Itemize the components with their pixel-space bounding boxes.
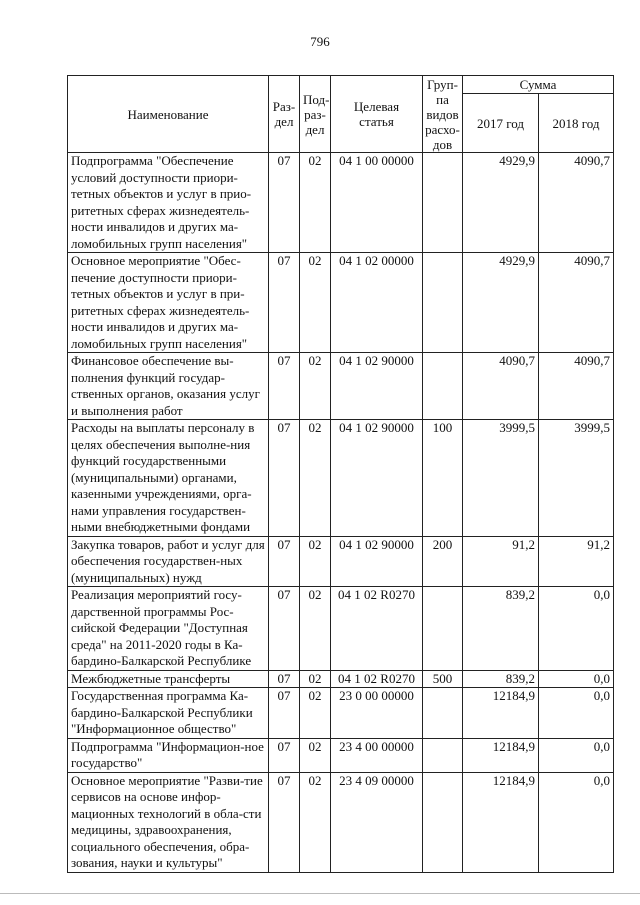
row-article-cell: 04 1 02 R0270 <box>331 670 423 688</box>
row-group-cell <box>423 153 463 253</box>
table-row <box>68 772 614 872</box>
header-article: Целевая статья <box>331 76 423 153</box>
row-razdel-cell: 07 <box>269 253 300 353</box>
row-article-cell: 04 1 02 90000 <box>331 536 423 587</box>
row-sum-2018-cell: 91,2 <box>539 536 614 587</box>
row-sum-2017-cell: 12184,9 <box>463 772 539 872</box>
row-podrazdel-cell: 02 <box>300 420 331 537</box>
row-sum-2017-cell: 4090,7 <box>463 353 539 420</box>
header-year-2017: 2017 год <box>463 94 539 153</box>
row-sum-2018-cell: 0,0 <box>539 587 614 671</box>
row-article-cell: 04 1 00 00000 <box>331 153 423 253</box>
row-name-cell: Основное мероприятие "Обес-печение доступности приори-тетных объектов и услуг в при-ритетных сферах жизнедеятель-ности инвалидов и других ма-ломобильных групп населения" <box>68 253 269 353</box>
row-name-cell: Основное мероприятие "Разви-тие сервисов на основе инфор-мационных технологий в обла-сти медицины, здравоохранения, социального обеспечения, обра-зования, науки и культуры" <box>68 772 269 872</box>
row-group-cell <box>423 772 463 872</box>
row-name-cell: Закупка товаров, работ и услуг для обеспечения государствен-ных (муниципальных) нужд <box>68 536 269 587</box>
row-group-cell: 500 <box>423 670 463 688</box>
row-sum-2017-cell: 3999,5 <box>463 420 539 537</box>
row-sum-2017-cell: 91,2 <box>463 536 539 587</box>
row-article-cell: 23 4 00 00000 <box>331 738 423 772</box>
row-name-cell: Подпрограмма "Информацион-ное государство" <box>68 738 269 772</box>
row-group-cell <box>423 353 463 420</box>
table-body <box>68 153 614 873</box>
header-podrazdel: Под- раз- дел <box>300 76 331 153</box>
row-name-cell: Финансовое обеспечение вы-полнения функций государ-ственных органов, оказания услуг и выполнения работ <box>68 353 269 420</box>
row-sum-2018-cell: 0,0 <box>539 670 614 688</box>
page-number: 796 <box>310 34 330 49</box>
row-podrazdel-cell: 02 <box>300 738 331 772</box>
header-sum: Сумма <box>463 76 614 94</box>
row-sum-2017-cell: 839,2 <box>463 670 539 688</box>
row-sum-2018-cell: 4090,7 <box>539 353 614 420</box>
row-sum-2018-cell: 0,0 <box>539 738 614 772</box>
row-article-cell: 23 4 09 00000 <box>331 772 423 872</box>
row-group-cell <box>423 688 463 739</box>
row-article-cell: 04 1 02 R0270 <box>331 587 423 671</box>
row-podrazdel-cell: 02 <box>300 670 331 688</box>
row-razdel-cell: 07 <box>269 153 300 253</box>
row-podrazdel-cell: 02 <box>300 688 331 739</box>
row-podrazdel-cell: 02 <box>300 772 331 872</box>
row-group-cell: 200 <box>423 536 463 587</box>
row-article-cell: 04 1 02 90000 <box>331 353 423 420</box>
row-razdel-cell: 07 <box>269 738 300 772</box>
row-article-cell: 23 0 00 00000 <box>331 688 423 739</box>
row-sum-2017-cell: 4929,9 <box>463 153 539 253</box>
row-razdel-cell: 07 <box>269 353 300 420</box>
header-name: Наименование <box>68 76 269 153</box>
row-group-cell <box>423 738 463 772</box>
row-podrazdel-cell: 02 <box>300 253 331 353</box>
row-name-cell: Реализация мероприятий госу-дарственной программы Рос-сийской Федерации "Доступная среда" на 2011-2020 годы в Ка-бардино-Балкарской Республике <box>68 587 269 671</box>
row-group-cell: 100 <box>423 420 463 537</box>
table-row <box>68 536 614 587</box>
row-name-cell: Подпрограмма "Обеспечение условий доступности приори-тетных объектов и услуг в прио-ритетных сферах жизнедеятель-ности инвалидов и других ма-ломобильных групп населения" <box>68 153 269 253</box>
table-row <box>68 587 614 671</box>
table-row <box>68 688 614 739</box>
header-year-2018: 2018 год <box>539 94 614 153</box>
table-row <box>68 253 614 353</box>
table-row <box>68 420 614 537</box>
table-row <box>68 738 614 772</box>
row-podrazdel-cell: 02 <box>300 153 331 253</box>
row-article-cell: 04 1 02 00000 <box>331 253 423 353</box>
header-razdel: Раз- дел <box>269 76 300 153</box>
row-sum-2017-cell: 12184,9 <box>463 738 539 772</box>
page-bottom-rule <box>0 893 640 894</box>
row-podrazdel-cell: 02 <box>300 587 331 671</box>
row-razdel-cell: 07 <box>269 688 300 739</box>
row-razdel-cell: 07 <box>269 670 300 688</box>
row-podrazdel-cell: 02 <box>300 353 331 420</box>
row-podrazdel-cell: 02 <box>300 536 331 587</box>
row-razdel-cell: 07 <box>269 772 300 872</box>
table-row <box>68 153 614 253</box>
row-sum-2017-cell: 839,2 <box>463 587 539 671</box>
row-name-cell: Межбюджетные трансферты <box>68 670 269 688</box>
row-sum-2018-cell: 4090,7 <box>539 153 614 253</box>
row-sum-2018-cell: 3999,5 <box>539 420 614 537</box>
row-razdel-cell: 07 <box>269 420 300 537</box>
row-sum-2017-cell: 4929,9 <box>463 253 539 353</box>
row-group-cell <box>423 253 463 353</box>
row-name-cell: Государственная программа Ка-бардино-Балкарской Республики "Информационное общество" <box>68 688 269 739</box>
row-group-cell <box>423 587 463 671</box>
header-group: Груп- па видов расхо- дов <box>423 76 463 153</box>
row-sum-2018-cell: 0,0 <box>539 772 614 872</box>
row-razdel-cell: 07 <box>269 587 300 671</box>
table-row <box>68 670 614 688</box>
row-name-cell: Расходы на выплаты персоналу в целях обеспечения выполне-ния функций государственными (муниципальными) органами, казенными учреждениями, орга-нами управления государствен-ными внебюджетными фондами <box>68 420 269 537</box>
row-sum-2017-cell: 12184,9 <box>463 688 539 739</box>
budget-table <box>67 75 614 873</box>
table-row <box>68 353 614 420</box>
row-sum-2018-cell: 0,0 <box>539 688 614 739</box>
row-article-cell: 04 1 02 90000 <box>331 420 423 537</box>
row-sum-2018-cell: 4090,7 <box>539 253 614 353</box>
row-razdel-cell: 07 <box>269 536 300 587</box>
